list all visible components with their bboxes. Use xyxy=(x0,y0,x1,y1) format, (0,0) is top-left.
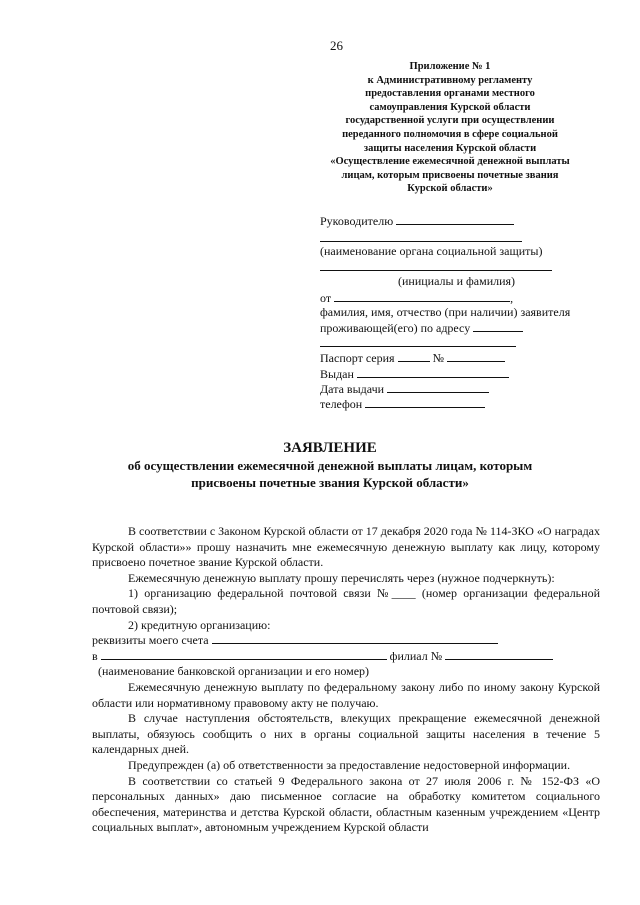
paragraph-obligation-notify: В случае наступления обстоятельств, влекущих прекращение ежемесячной денежной выплаты, обязуюсь сообщить о них в органы социальной защиты населения в течение 5 календарных дней. xyxy=(92,711,600,757)
appendix-line: лицам, которым присвоены почетные звания xyxy=(341,169,559,181)
address-line xyxy=(320,321,610,336)
bank-name-field[interactable] xyxy=(101,649,387,660)
issued-by-label: Выдан xyxy=(320,367,354,381)
appendix-line: к Административному регламенту xyxy=(367,74,533,86)
head-name-field[interactable] xyxy=(396,214,514,225)
appendix-block xyxy=(300,60,600,196)
bank-caption: (наименование банковской организации и его номер) xyxy=(98,664,370,679)
organ-name-field[interactable] xyxy=(320,241,522,242)
document-subtitle-line-1: об осуществлении ежемесячной денежной выплаты лицам, которым xyxy=(127,458,533,473)
branch-number-field[interactable] xyxy=(445,649,553,660)
issued-by-line xyxy=(320,367,610,382)
account-details-field[interactable] xyxy=(212,633,498,644)
passport-label: Паспорт серия xyxy=(320,351,395,365)
issued-by-field[interactable] xyxy=(357,367,509,378)
branch-label: филиал № xyxy=(389,648,443,663)
issue-date-line xyxy=(320,382,610,397)
appendix-line: Курской области» xyxy=(407,183,493,195)
from-line: от , xyxy=(320,291,514,305)
paragraph-no-other-payment: Ежемесячную денежную выплату по федеральному закону либо по иному закону Курской области или нормативному правовому акту не получаю. xyxy=(92,679,600,710)
bank-in-label: в xyxy=(92,648,98,663)
issue-date-label: Дата выдачи xyxy=(320,382,385,396)
from-caption: фамилия, имя, отчество (при наличии) заявителя xyxy=(320,305,571,319)
page-number: 26 xyxy=(330,38,343,53)
paragraph-personal-data-consent: В соответствии со статьей 9 Федерального закона от 27 июля 2006 г. № 152-ФЗ «О персональных данных» даю письменное согласие на обработку комитетом социального обеспечения, материнства и детства Курской области, областным казенным учреждением «Центр социальных выплат», автономным учреждением Курской области xyxy=(92,773,600,835)
account-details-label: реквизиты моего счета xyxy=(92,633,209,648)
appendix-line: Приложение № 1 xyxy=(409,61,491,72)
organ-caption: (наименование органа социальной защиты) xyxy=(320,244,543,258)
appendix-line: защиты населения Курской области xyxy=(363,142,537,154)
initials-caption: (инициалы и фамилия) xyxy=(398,274,516,288)
account-details-line xyxy=(92,633,600,649)
bank-branch-line xyxy=(92,649,600,665)
paragraph-law-reference: В соответствии с Законом Курской области от 17 декабря 2020 года № 114-ЗКО «О наградах Курской области»» прошу назначить мне ежемесячную денежную выплату как лицу, которому присвоено почетное звание Курской области. xyxy=(92,524,600,570)
address-field-continued[interactable] xyxy=(320,346,516,347)
address-field[interactable] xyxy=(473,321,523,332)
passport-number-sign: № xyxy=(432,351,445,365)
document-title: ЗАЯВЛЕНИЕ xyxy=(283,440,377,456)
appendix-line: предоставления органами местного xyxy=(365,88,535,100)
to-head-label: Руководителю xyxy=(320,214,394,228)
appendix-line: государственной услуги при осуществлении xyxy=(345,115,555,127)
to-head-line xyxy=(320,214,610,229)
paragraph-responsibility-warning: Предупрежден (а) об ответственности за предоставление недостоверной информации. xyxy=(128,757,571,772)
document-subtitle-line-2: присвоены почетные звания Курской области» xyxy=(191,475,469,490)
initials-field[interactable] xyxy=(320,270,552,271)
appendix-line: самоуправления Курской области xyxy=(369,101,531,113)
paragraph-payment-method: Ежемесячную денежную выплату прошу перечислять через (нужное подчеркнуть): xyxy=(128,570,555,585)
issue-date-field[interactable] xyxy=(387,382,489,393)
from-label: от xyxy=(320,291,332,305)
option-postal-organization[interactable]: 1) организацию федеральной почтовой связи №____ (номер организации федеральной почтовой связи); xyxy=(92,586,600,616)
passport-number-field[interactable] xyxy=(447,351,505,362)
passport-line xyxy=(320,351,610,366)
phone-line xyxy=(320,397,610,412)
passport-series-field[interactable] xyxy=(398,351,430,362)
phone-field[interactable] xyxy=(365,397,485,408)
phone-label: телефон xyxy=(320,397,363,411)
address-label: проживающей(его) по адресу xyxy=(320,321,471,335)
appendix-line: переданного полномочия в сфере социальной xyxy=(342,128,558,140)
option-credit-organization[interactable]: 2) кредитную организацию: xyxy=(128,617,271,632)
statement-body xyxy=(92,524,600,836)
applicant-name-field[interactable] xyxy=(334,291,510,302)
appendix-line: «Осуществление ежемесячной денежной выплаты xyxy=(330,156,570,168)
